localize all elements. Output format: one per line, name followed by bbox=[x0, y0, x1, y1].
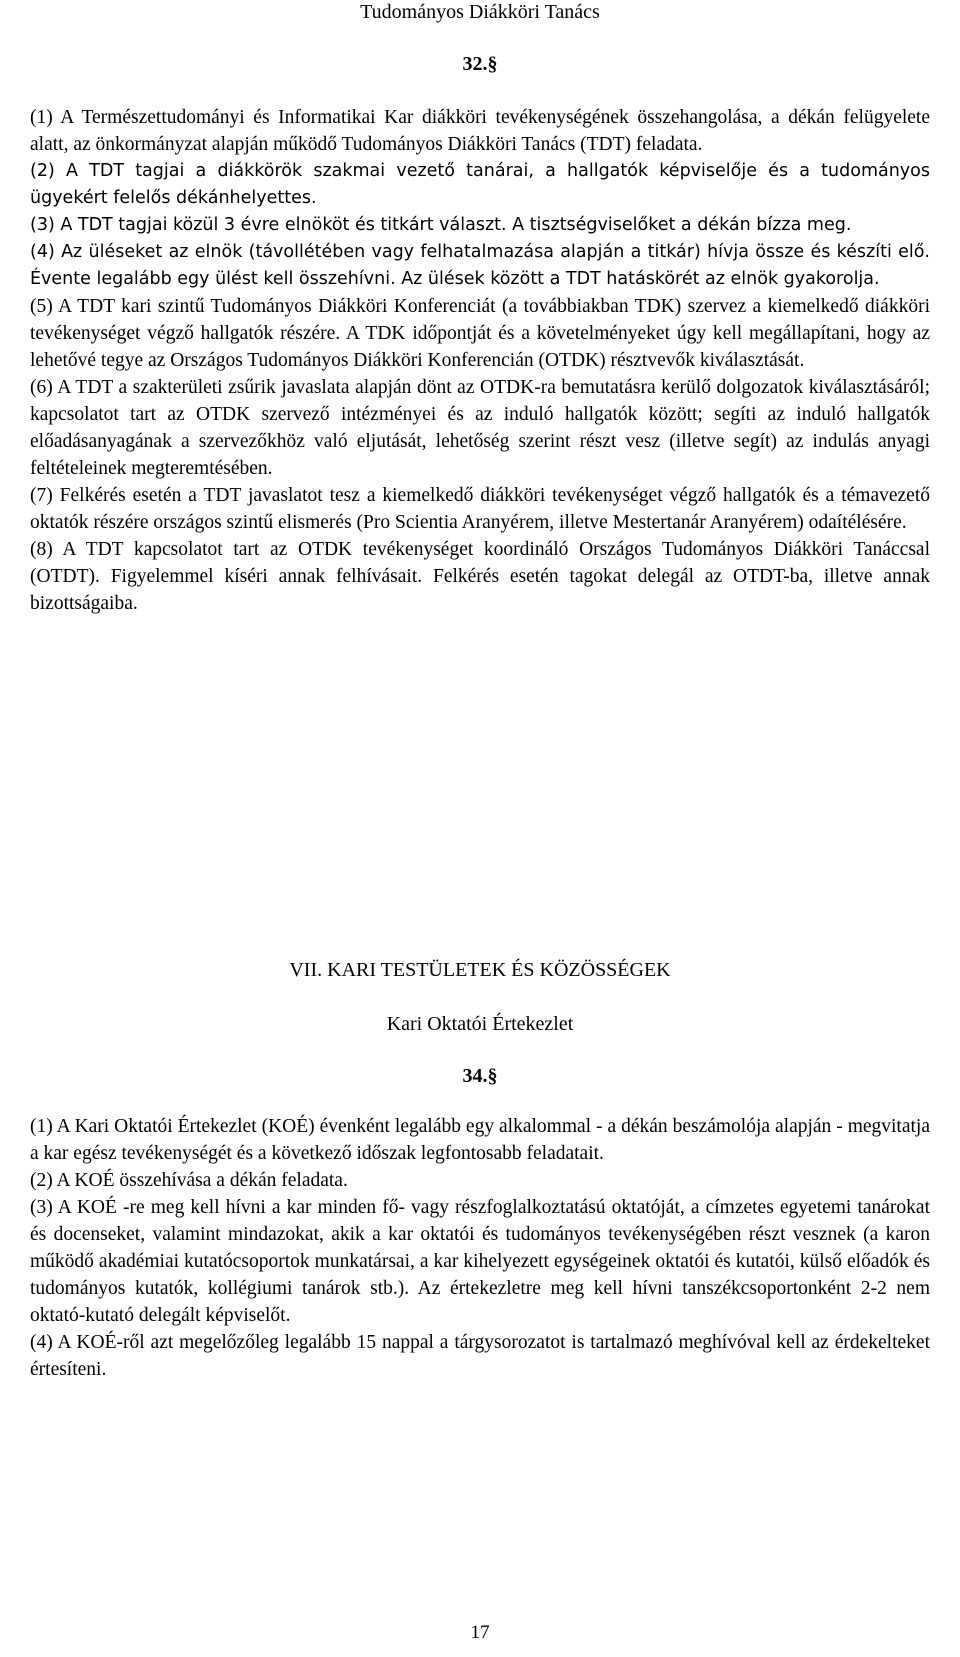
section-32-paragraph-4: (4) Az üléseket az elnök (távollétében vagy felhatalmazása alapján a titkár) hívja össze és készíti elő. Évente legalább egy ülést kell összehívni. Az ülések között a TDT hatáskörét az elnök gyakorolja. bbox=[30, 242, 930, 289]
section-number-34: 34.§ bbox=[462, 1065, 498, 1087]
section-34-paragraph-4: (4) A KOÉ-ről azt megelőzőleg legalább 15 nappal a tárgysorozatot is tartalmazó meghívóval kell az érdekelteket értesíteni. bbox=[30, 1332, 930, 1380]
section-32-paragraph-6: (6) A TDT a szakterületi zsűrik javaslata alapján dönt az OTDK-ra bemutatásra kerülő dolgozatok kiválasztásáról; kapcsolatot tart az OTDK szervező intézményei és az induló hallgatók között; segíti az induló hallgatók előadásanyagának a szervezőkhöz való eljutását, lehetőség szerint részt vesz (illetve segít) az indulás anyagi feltételeinek megteremtésében. bbox=[30, 377, 930, 479]
section-32-paragraph-7: (7) Felkérés esetén a TDT javaslatot tesz a kiemelkedő diákköri tevékenységet végző hallgatók és a témavezető oktatók részére országos szintű elismerés (Pro Scientia Aranyérem, illetve Mestertanár Aranyérem) odaítélésére. bbox=[30, 485, 930, 533]
chapter-title: VII. KARI TESTÜLETEK ÉS KÖZÖSSÉGEK bbox=[289, 959, 671, 981]
section-32-paragraph-3: (3) A TDT tagjai közül 3 évre elnököt és titkárt választ. A tisztségviselőket a dékán bízza meg. bbox=[30, 215, 852, 235]
section-32-paragraph-2: (2) A TDT tagjai a diákkörök szakmai vezető tanárai, a hallgatók képviselője és a tudományos ügyekért felelős dékánhelyettes. bbox=[30, 161, 930, 208]
section-34-paragraph-3: (3) A KOÉ -re meg kell hívni a kar minden fő- vagy részfoglalkoztatású oktatóját, a címzetes egyetemi tanárokat és docenseket, valamint mindazokat, akik a kar oktatói és tudományos tevékenységében részt vesznek (a karon működő akadémiai kutatócsoportok munkatársai, a kar kihelyezett egységeinek oktatói és kutatói, külső előadók és tudományos kutatók, kollégiumi tanárok stb.). Az értekezletre meg kell hívni tanszékcsoportonként 2-2 nem oktató-kutató delegált képviselőt. bbox=[30, 1197, 930, 1326]
section-32-paragraph-5: (5) A TDT kari szintű Tudományos Diákköri Konferenciát (a továbbiakban TDK) szervez a kiemelkedő diákköri tevékenységet végző hallgatók részére. A TDK időpontját és a követelményeket úgy kell megállapítani, hogy az lehetővé tegye az Országos Tudományos Diákköri Konferencián (OTDK) résztvevők kiválasztását. bbox=[30, 296, 930, 371]
section-34-body bbox=[30, 1113, 930, 1383]
section-32-paragraph-8: (8) A TDT kapcsolatot tart az OTDK tevékenységet koordináló Országos Tudományos Diákköri Tanáccsal (OTDT). Figyelemmel kíséri annak felhívásait. Felkérés esetén tagokat delegál az OTDT-ba, illetve annak bizottságaiba. bbox=[30, 539, 930, 614]
section-34-paragraph-1: (1) A Kari Oktatói Értekezlet (KOÉ) évenként legalább egy alkalommal - a dékán beszámolója alapján - megvitatja a kar egész tevékenységét és a következő időszak legfontosabb feladatait. bbox=[30, 1116, 930, 1164]
running-header: Tudományos Diákköri Tanács bbox=[360, 1, 600, 23]
section-32-body bbox=[30, 104, 930, 617]
page-number: 17 bbox=[470, 1622, 490, 1643]
section-32-paragraph-1: (1) A Természettudományi és Informatikai Kar diákköri tevékenységének összehangolása, a dékán felügyelete alatt, az önkormányzat alapján működő Tudományos Diákköri Tanács (TDT) feladata. bbox=[30, 107, 930, 155]
section-34-paragraph-2: (2) A KOÉ összehívása a dékán feladata. bbox=[30, 1170, 348, 1191]
section-number-32: 32.§ bbox=[462, 53, 498, 75]
chapter-subtitle: Kari Oktatói Értekezlet bbox=[386, 1013, 574, 1035]
